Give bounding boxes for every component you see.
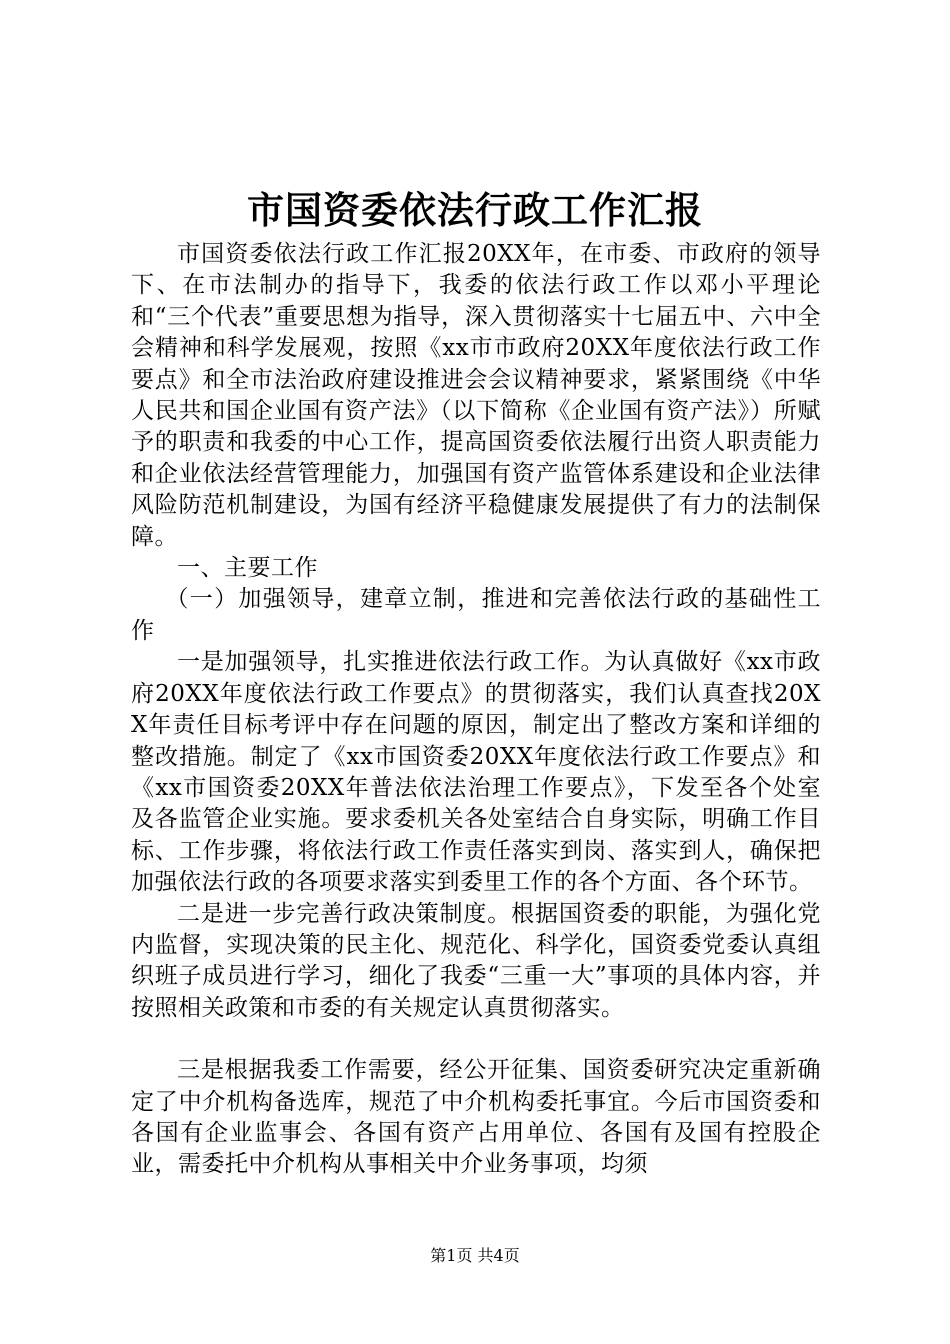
page-footer: 第1页 共4页 — [430, 1246, 520, 1265]
subsection-heading: （一）加强领导，建章立制，推进和完善依法行政的基础性工作 — [131, 586, 821, 644]
body-paragraph-3: 三是根据我委工作需要，经公开征集、国资委研究决定重新确定了中介机构备选库，规范了中介机构委托事宜。今后市国资委和各国有企业监事会、各国有资产占用单位、各国有及国有控股企业，需委托中介机构从事相关中介业务事项，均须 — [131, 1057, 821, 1178]
section-heading: 一、主要工作 — [177, 555, 318, 582]
body-paragraph-1: 一是加强领导，扎实推进依法行政工作。为认真做好《xx市政府20XX年度依法行政工作要点》的贯彻落实，我们认真查找20XX年责任目标考评中存在问题的原因，制定出了整改方案和详细的整改措施。制定了《xx市国资委20XX年度依法行政工作要点》和《xx市国资委20XX年普法依法治理工作要点》，下发至各个处室及各监管企业实施。要求委机关各处室结合自身实际，明确工作目标、工作步骤，将依法行政工作责任落实到岗、落实到人，确保把加强依法行政的各项要求落实到委里工作的各个方面、各个环节。 — [131, 649, 821, 896]
document-body — [131, 239, 821, 1181]
document-title: 市国资委依法行政工作汇报 — [247, 188, 703, 232]
body-paragraph-2: 二是进一步完善行政决策制度。根据国资委的职能，为强化党内监督，实现决策的民主化、规范化、科学化，国资委党委认真组织班子成员进行学习，细化了我委“三重一大”事项的具体内容，并按照相关政策和市委的有关规定认真贯彻落实。 — [131, 900, 821, 1021]
intro-paragraph: 市国资委依法行政工作汇报20XX年，在市委、市政府的领导下、在市法制办的指导下，我委的依法行政工作以邓小平理论和“三个代表”重要思想为指导，深入贯彻落实十七届五中、六中全会精神和科学发展观，按照《xx市市政府20XX年度依法行政工作要点》和全市法治政府建设推进会会议精神要求，紧紧围绕《中华人民共和国企业国有资产法》（以下简称《企业国有资产法》）所赋予的职责和我委的中心工作，提高国资委依法履行出资人职责能力和企业依法经营管理能力，加强国有资产监管体系建设和企业法律风险防范机制建设，为国有经济平稳健康发展提供了有力的法制保障。 — [131, 241, 821, 550]
